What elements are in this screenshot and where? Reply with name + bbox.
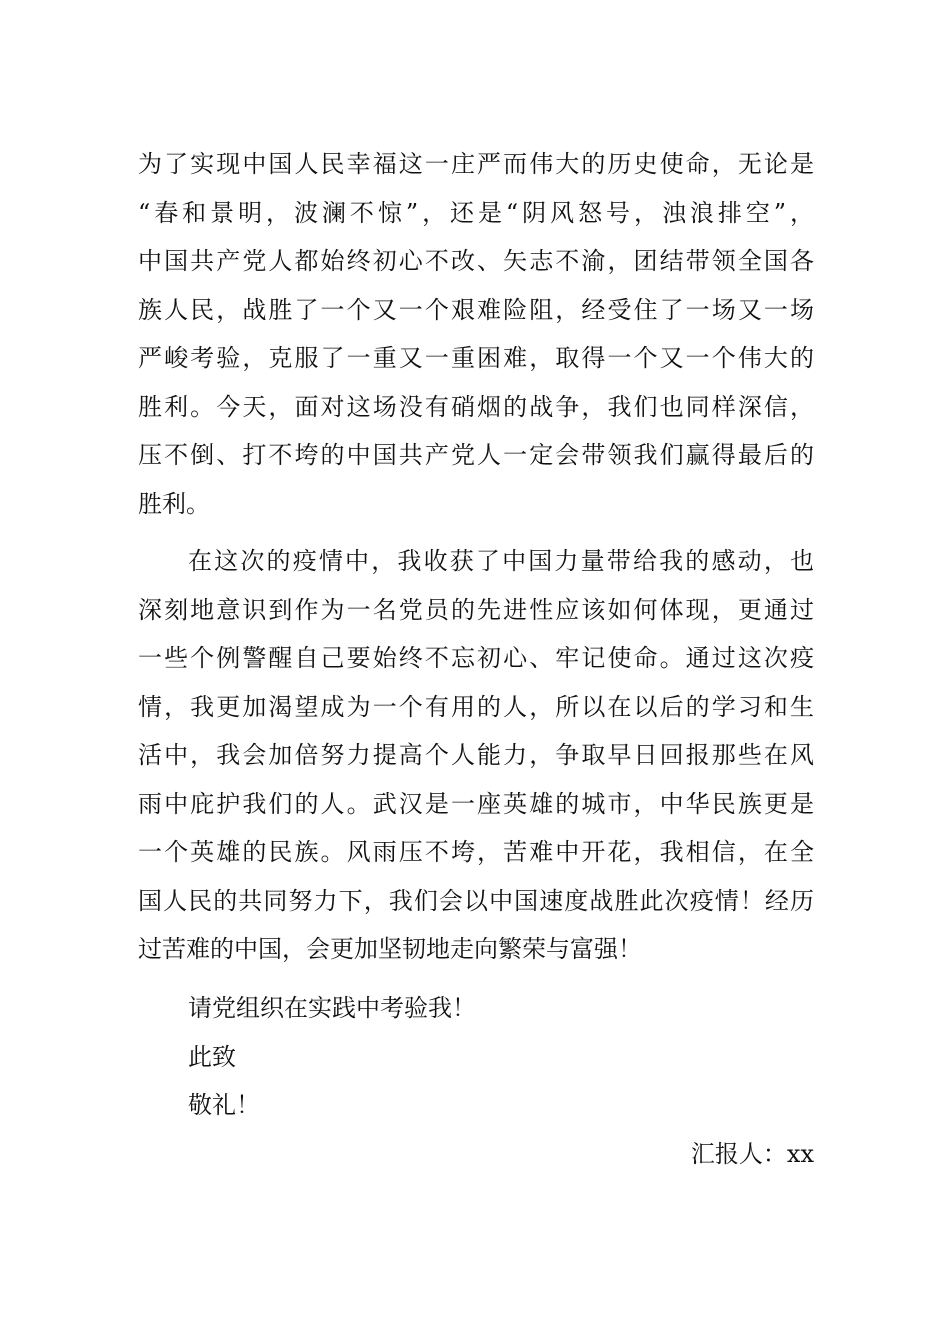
paragraph-1-line: “春和景明，波澜不惊”，还是“阴风怒号，浊浪排空”， bbox=[138, 198, 814, 227]
paragraph-2-line: 一个英雄的民族。风雨压不垮，苦难中开花，我相信，在全 bbox=[138, 838, 814, 866]
paragraph-1-line: 中国共产党人都始终初心不改、矢志不渝，团结带领全国各 bbox=[138, 247, 814, 275]
paragraph-2-line: 在这次的疫情中，我收获了中国力量带给我的感动，也 bbox=[188, 547, 814, 575]
closing-salutation: 此致 bbox=[188, 1042, 236, 1071]
paragraph-2-line: 雨中庇护我们的人。武汉是一座英雄的城市，中华民族更是 bbox=[138, 789, 814, 818]
paragraph-2-line: 一些个例警醒自己要始终不忘初心、牢记使命。通过这次疫 bbox=[138, 644, 814, 672]
paragraph-1-line: 胜利。 bbox=[138, 489, 210, 518]
closing-request: 请党组织在实践中考验我！ bbox=[188, 994, 476, 1022]
paragraph-1-line: 族人民，战胜了一个又一个艰难险阻，经受住了一场又一场 bbox=[138, 295, 814, 324]
paragraph-1-line: 胜利。今天，面对这场没有硝烟的战争，我们也同样深信， bbox=[138, 392, 814, 421]
paragraph-2-line: 国人民的共同努力下，我们会以中国速度战胜此次疫情！经历 bbox=[138, 886, 814, 915]
closing-respect: 敬礼！ bbox=[188, 1091, 260, 1119]
paragraph-1-line: 为了实现中国人民幸福这一庄严而伟大的历史使命，无论是 bbox=[138, 150, 814, 178]
paragraph-2-line: 深刻地意识到作为一名党员的先进性应该如何体现，更通过 bbox=[138, 595, 814, 624]
paragraph-1-line: 严峻考验，克服了一重又一重困难，取得一个又一个伟大的 bbox=[138, 344, 814, 372]
paragraph-2-line: 情，我更加渴望成为一个有用的人，所以在以后的学习和生 bbox=[138, 692, 814, 721]
paragraph-1 bbox=[138, 140, 814, 528]
paragraph-2-line: 过苦难的中国，会更加坚韧地走向繁荣与富强！ bbox=[138, 935, 642, 963]
signature: 汇报人：xx bbox=[690, 1139, 814, 1168]
paragraph-2 bbox=[138, 537, 814, 974]
closing-block bbox=[138, 984, 814, 1178]
paragraph-2-line: 活中，我会加倍努力提高个人能力，争取早日回报那些在风 bbox=[138, 741, 814, 769]
paragraph-1-line: 压不倒、打不垮的中国共产党人一定会带领我们赢得最后的 bbox=[138, 441, 814, 469]
